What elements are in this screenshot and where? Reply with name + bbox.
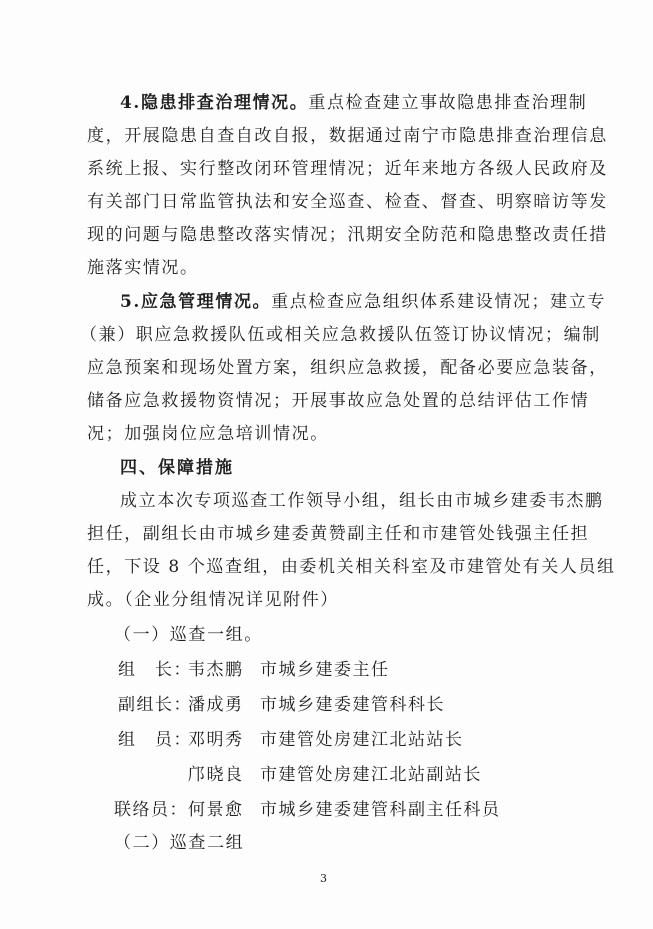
item4-title: 4.隐患排查治理情况。 [120,93,309,113]
member-role: 组 长： [118,660,192,680]
member-name: 邓明秀 [188,730,244,750]
group1-title: （一）巡查一组。 [114,625,263,645]
member-role: 组 员： [118,730,192,750]
member-title: 市城乡建委建管科科长 [260,695,445,715]
item4-line-2: 度，开展隐患自查自改自报，数据通过南宁市隐患排查治理信息 [87,126,608,146]
item5-line-2: （兼）职应急救援队伍或相关应急救援队伍签订协议情况；编制 [80,325,601,345]
member-role: 副组长： [118,695,192,715]
item5-line-5: 况；加强岗位应急培训情况。 [87,424,329,444]
item4-line-5: 现的问题与隐患整改落实情况；汛期安全防范和隐患整改责任措 [87,225,608,245]
member-name: 韦杰鹏 [188,660,244,680]
section4-line-2: 担任，副组长由市城乡建委黄赞副主任和市建管处钱强主任担 [87,524,590,544]
member-title: 市建管处房建江北站副站长 [260,765,482,785]
member-name: 潘成勇 [188,695,244,715]
item4-text-1: 重点检查建立事故隐患排查治理制 [308,93,588,113]
section4-line-3: 任，下设 8 个巡查组，由委机关相关科室及市建管处有关人员组 [87,557,616,577]
member-name: 何景愈 [188,800,244,820]
member-title: 市建管处房建江北站站长 [260,730,464,750]
item5-line-4: 储备应急救援物资情况；开展事故应急处置的总结评估工作情 [87,391,590,411]
group2-title: （二）巡查二组 [114,833,245,853]
section4-line-1: 成立本次专项巡查工作领导小组，组长由市城乡建委韦杰鹏 [120,491,604,511]
item4-line-6: 施落实情况。 [87,258,199,278]
item4-line-3: 系统上报、实行整改闭环管理情况；近年来地方各级人民政府及 [87,159,608,179]
item4-line-1 [120,92,587,114]
section4-line-4: 成。（企业分组情况详见附件） [87,590,339,610]
member-role: 联络员： [114,800,188,820]
item5-line-1 [120,291,606,313]
member-title: 市城乡建委建管科副主任科员 [260,800,501,820]
member-title: 市城乡建委主任 [260,660,390,680]
item5-line-3: 应急预案和现场处置方案，组织应急救援，配备必要应急装备， [87,358,608,378]
item4-line-4: 有关部门日常监管执法和安全巡查、检查、督查、明察暗访等发 [87,192,608,212]
section4-heading: 四、保障措施 [120,458,234,478]
item5-title: 5.应急管理情况。 [120,292,272,312]
item5-text-1: 重点检查应急组织体系建设情况；建立专 [271,292,606,312]
page-number: 3 [320,872,327,885]
member-name: 邝晓良 [188,765,244,785]
